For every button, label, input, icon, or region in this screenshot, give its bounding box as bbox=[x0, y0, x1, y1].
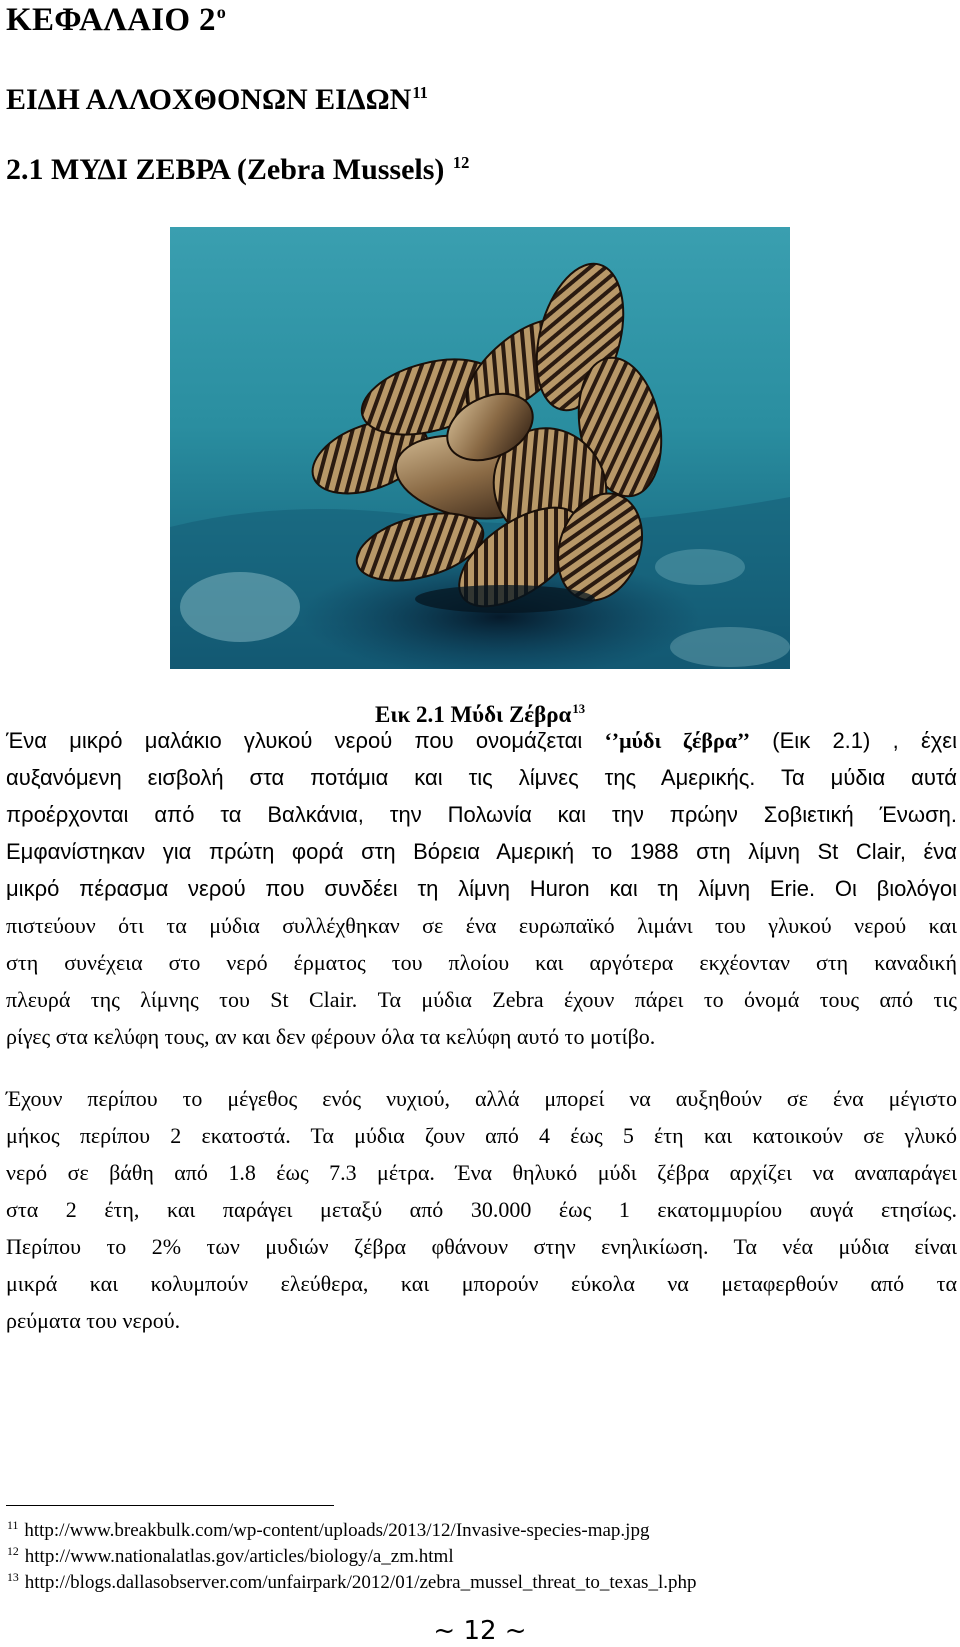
page-number: ~ 12 ~ bbox=[433, 1616, 527, 1646]
paragraph-line: μικρό πέρασμα νερού που συνδέει τη λίμνη Huron και τη λίμνη Erie. Οι βιολόγοι bbox=[6, 876, 957, 901]
paragraph-size-lifecycle bbox=[6, 1080, 957, 1339]
paragraph-line: πιστεύουν ότι τα μύδια συλλέχθηκαν σε ένα ευρωπαϊκό λιμάνι του γλυκού νερού και bbox=[6, 913, 957, 938]
paragraph-line: ρίγες στα κελύφη τους, αν και δεν φέρουν όλα τα κελύφη αυτό το μοτίβο. bbox=[6, 1024, 656, 1049]
footnote-ref-13[interactable]: 13 bbox=[572, 702, 586, 717]
paragraph-line: προέρχονται από τα Βαλκάνια, την Πολωνία και την πρώην Σοβιετική Ένωση. bbox=[6, 802, 957, 827]
paragraph-line: νερό σε βάθη από 1.8 έως 7.3 μέτρα. Ένα θηλυκό μύδι ζέβρα αρχίζει να αναπαράγει bbox=[6, 1160, 957, 1185]
term-zebra-mussel: ‘’μύδι ζέβρα’’ bbox=[604, 728, 751, 753]
footnote-13 bbox=[6, 1570, 696, 1596]
chapter-label: ΚΕΦΑΛΑΙΟ 2 bbox=[6, 2, 216, 38]
paragraph-line: Ένα μικρό μαλάκιο γλυκού νερού που ονομάζεται ‘’μύδι ζέβρα’’ (Εικ 2.1) , έχει bbox=[6, 728, 957, 753]
paragraph-line: αυξανόμενη εισβολή στα ποτάμια και τις λίμνες της Αμερικής. Τα μύδια αυτά bbox=[6, 765, 957, 790]
footnote-12 bbox=[6, 1544, 454, 1570]
subsection-heading bbox=[6, 150, 469, 190]
paragraph-intro bbox=[6, 722, 957, 1055]
footnote-divider bbox=[6, 1505, 334, 1506]
section-title: ΕΙΔΗ ΑΛΛΟΧΘΟΝΩΝ ΕΙΔΩΝ bbox=[6, 83, 412, 116]
paragraph-line: πλευρά της λίμνης του St Clair. Τα μύδια Zebra έχουν πάρει το όνομά τους από τις bbox=[6, 987, 957, 1012]
zebra-mussel-photo bbox=[170, 227, 790, 669]
paragraph-line: ρεύματα του νερού. bbox=[6, 1308, 181, 1333]
chapter-heading bbox=[6, 0, 226, 40]
footnote-number: 11 bbox=[7, 1518, 19, 1532]
footnote-11 bbox=[6, 1518, 649, 1544]
paragraph-line: μικρά και κολυμπούν ελεύθερα, και μπορούν εύκολα να μεταφερθούν από τα bbox=[6, 1271, 957, 1296]
section-heading bbox=[6, 80, 428, 120]
figure-caption-text: Εικ 2.1 Μύδι Ζέβρα bbox=[374, 702, 572, 727]
subsection-title: 2.1 ΜΥΔΙ ΖΕΒΡΑ (Zebra Mussels) bbox=[6, 153, 445, 186]
paragraph-line: Έχουν περίπου το μέγεθος ενός νυχιού, αλλά μπορεί να αυξηθούν σε ένα μέγιστο bbox=[6, 1086, 957, 1111]
footnote-link[interactable]: http://www.breakbulk.com/wp-content/uploads/2013/12/Invasive-species-map.jpg bbox=[24, 1520, 650, 1541]
footnote-number: 13 bbox=[7, 1570, 19, 1584]
chapter-ordinal-sup: ο bbox=[216, 2, 227, 22]
paragraph-line: στη συνέχεια στο νερό έρματος του πλοίου και αργότερα εκχέονταν στη καναδική bbox=[6, 950, 957, 975]
paragraph-line: Περίπου το 2% των μυδιών ζέβρα φθάνουν στην ενηλικίωση. Τα νέα μύδια είναι bbox=[6, 1234, 957, 1259]
footnote-number: 12 bbox=[7, 1544, 19, 1558]
paragraph-line: μήκος περίπου 2 εκατοστά. Τα μύδια ζουν από 4 έως 5 έτη και κατοικούν σε γλυκό bbox=[6, 1123, 957, 1148]
footnote-ref-12[interactable]: 12 bbox=[452, 153, 470, 172]
footnote-link[interactable]: http://blogs.dallasobserver.com/unfairpark/2012/01/zebra_mussel_threat_to_texas_l.php bbox=[24, 1572, 697, 1593]
footnote-link[interactable]: http://www.nationalatlas.gov/articles/biology/a_zm.html bbox=[24, 1546, 454, 1567]
paragraph-line: στα 2 έτη, και παράγει μεταξύ από 30.000 έως 1 εκατομμυρίου αυγά ετησίως. bbox=[6, 1197, 957, 1222]
footnote-ref-11[interactable]: 11 bbox=[412, 83, 428, 102]
paragraph-line: Εμφανίστηκαν για πρώτη φορά στη Βόρεια Αμερική το 1988 στη λίμνη St Clair, ένα bbox=[6, 839, 957, 864]
